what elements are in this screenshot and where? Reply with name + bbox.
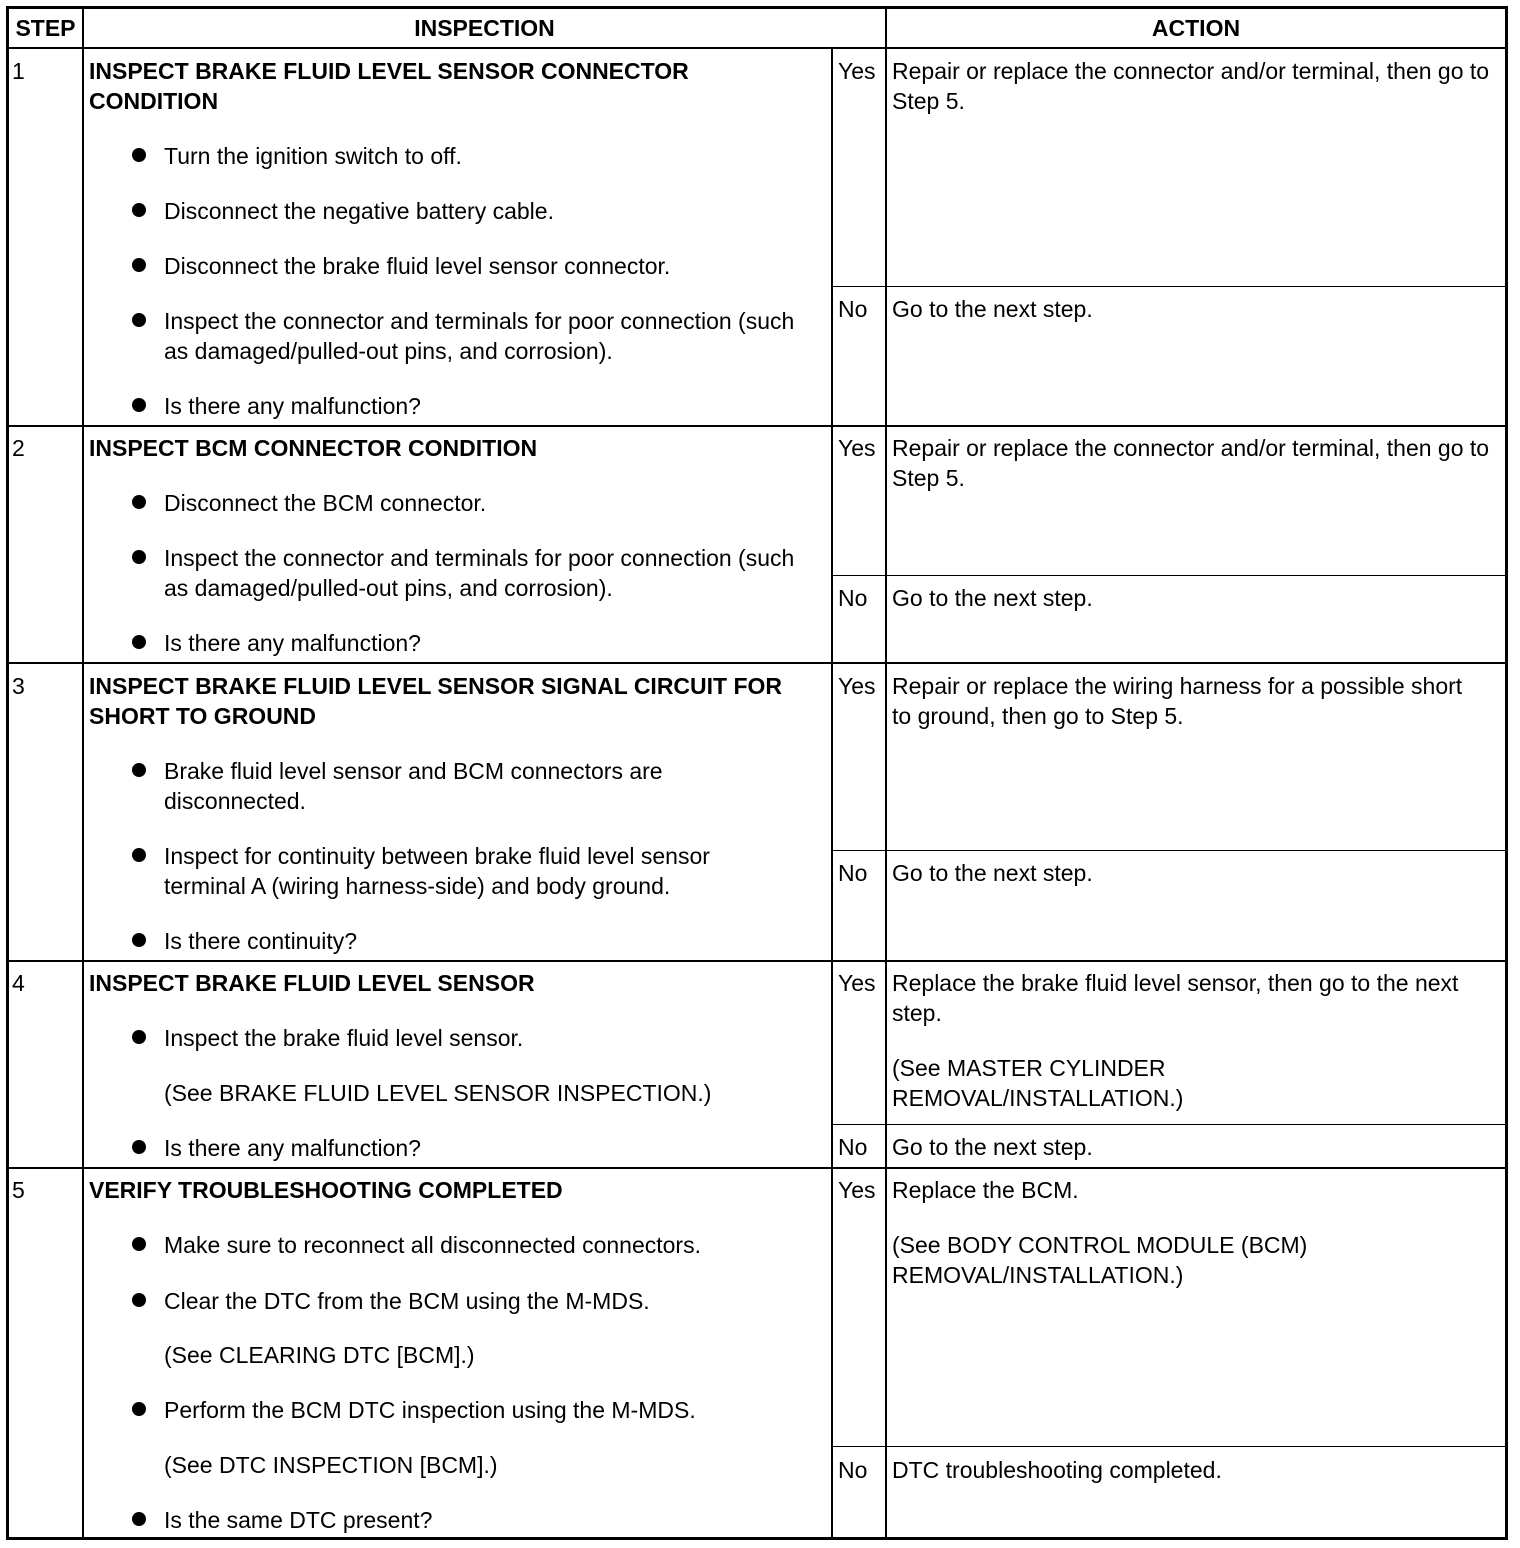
no-label: No [838,296,868,322]
yes-label: Yes [838,58,876,84]
yes-no-divider-1 [831,286,1508,287]
inspection-item: Is there any malfunction? [164,393,421,419]
yes-action: Repair or replace the connector and/or terminal, then go to Step 5. [892,435,1490,491]
inspection-item: Disconnect the negative battery cable. [164,198,554,224]
header-inspection: INSPECTION [414,15,555,41]
bullet-icon [132,148,146,162]
step-title: INSPECT BRAKE FLUID LEVEL SENSOR SIGNAL CIRCUIT FOR SHORT TO GROUND [89,673,783,729]
yes-action: Repair or replace the connector and/or terminal, then go to Step 5. [892,58,1490,114]
no-action: DTC troubleshooting completed. [892,1457,1222,1483]
bullet-icon [132,763,146,777]
bullet-icon [132,1140,146,1154]
row-divider-3 [6,960,1508,962]
no-label: No [838,585,868,611]
yes-action: Replace the BCM. [892,1177,1079,1203]
yes-no-divider-5 [831,1446,1508,1447]
bullet-icon [132,1293,146,1307]
yes-no-divider-2 [831,575,1508,576]
step-title: INSPECT BRAKE FLUID LEVEL SENSOR CONNECTOR CONDITION [89,58,689,114]
yes-no-divider-4 [831,1124,1508,1125]
step-title: INSPECT BRAKE FLUID LEVEL SENSOR [89,970,535,996]
inspection-item: Brake fluid level sensor and BCM connectors are disconnected. [164,758,663,814]
inspection-item: Is the same DTC present? [164,1507,433,1533]
bullet-icon [132,848,146,862]
yes-action-reference: (See MASTER CYLINDER REMOVAL/INSTALLATION.) [892,1055,1184,1111]
table-border-right [1505,6,1508,1540]
inspection-item: Disconnect the brake fluid level sensor connector. [164,253,671,279]
no-label: No [838,1457,868,1483]
bullet-icon [132,1237,146,1251]
yes-label: Yes [838,1177,876,1203]
yes-label: Yes [838,435,876,461]
inspection-reference: (See DTC INSPECTION [BCM].) [164,1452,498,1478]
inspection-item: Clear the DTC from the BCM using the M-MDS. [164,1288,650,1314]
no-label: No [838,1134,868,1160]
bullet-icon [132,398,146,412]
yes-action: Repair or replace the wiring harness for a possible short to ground, then go to Step 5. [892,673,1463,729]
no-action: Go to the next step. [892,860,1093,886]
yes-action: Replace the brake fluid level sensor, then go to the next step. [892,970,1459,1026]
inspection-item: Is there continuity? [164,928,358,954]
row-divider-4 [6,1167,1508,1169]
row-divider-1 [6,425,1508,427]
inspection-item: Inspect the brake fluid level sensor. [164,1025,524,1051]
yes-label: Yes [838,970,876,996]
inspection-item: Perform the BCM DTC inspection using the M-MDS. [164,1397,696,1423]
yes-label: Yes [838,673,876,699]
inspection-item: Turn the ignition switch to off. [164,143,462,169]
inspection-item: Make sure to reconnect all disconnected connectors. [164,1232,701,1258]
col-divider-action [885,6,887,1540]
bullet-icon [132,495,146,509]
bullet-icon [132,313,146,327]
header-step: STEP [15,15,76,41]
inspection-item: Is there any malfunction? [164,630,421,656]
bullet-icon [132,203,146,217]
step-number: 1 [12,58,25,84]
no-label: No [838,860,868,886]
inspection-item: Inspect the connector and terminals for poor connection (such as damaged/pulled-out pins, and corrosion). [164,545,795,601]
no-action: Go to the next step. [892,585,1093,611]
no-action: Go to the next step. [892,1134,1093,1160]
yes-no-divider-3 [831,850,1508,851]
inspection-item: Disconnect the BCM connector. [164,490,487,516]
inspection-item: Inspect for continuity between brake fluid level sensor terminal A (wiring harness-side) and body ground. [164,843,710,899]
inspection-reference: (See CLEARING DTC [BCM].) [164,1342,475,1368]
bullet-icon [132,258,146,272]
bullet-icon [132,550,146,564]
bullet-icon [132,933,146,947]
step-number: 3 [12,673,25,699]
yes-action-reference: (See BODY CONTROL MODULE (BCM) REMOVAL/INSTALLATION.) [892,1232,1308,1288]
table-border-bottom [6,1537,1508,1540]
bullet-icon [132,1512,146,1526]
inspection-item: Inspect the connector and terminals for poor connection (such as damaged/pulled-out pins, and corrosion). [164,308,795,364]
step-number: 5 [12,1177,25,1203]
no-action: Go to the next step. [892,296,1093,322]
bullet-icon [132,1402,146,1416]
header-action: ACTION [1151,15,1241,41]
step-title: VERIFY TROUBLESHOOTING COMPLETED [89,1177,563,1203]
row-divider-2 [6,662,1508,664]
step-number: 4 [12,970,25,996]
table-border-left [6,6,9,1540]
header-divider [6,47,1508,49]
bullet-icon [132,1030,146,1044]
col-divider-yesno [831,48,833,1540]
bullet-icon [132,635,146,649]
step-title: INSPECT BCM CONNECTOR CONDITION [89,435,538,461]
step-number: 2 [12,435,25,461]
inspection-item: Is there any malfunction? [164,1135,421,1161]
col-divider-step [82,6,84,1540]
inspection-reference: (See BRAKE FLUID LEVEL SENSOR INSPECTION.) [164,1080,712,1106]
table-border-top [6,6,1508,9]
